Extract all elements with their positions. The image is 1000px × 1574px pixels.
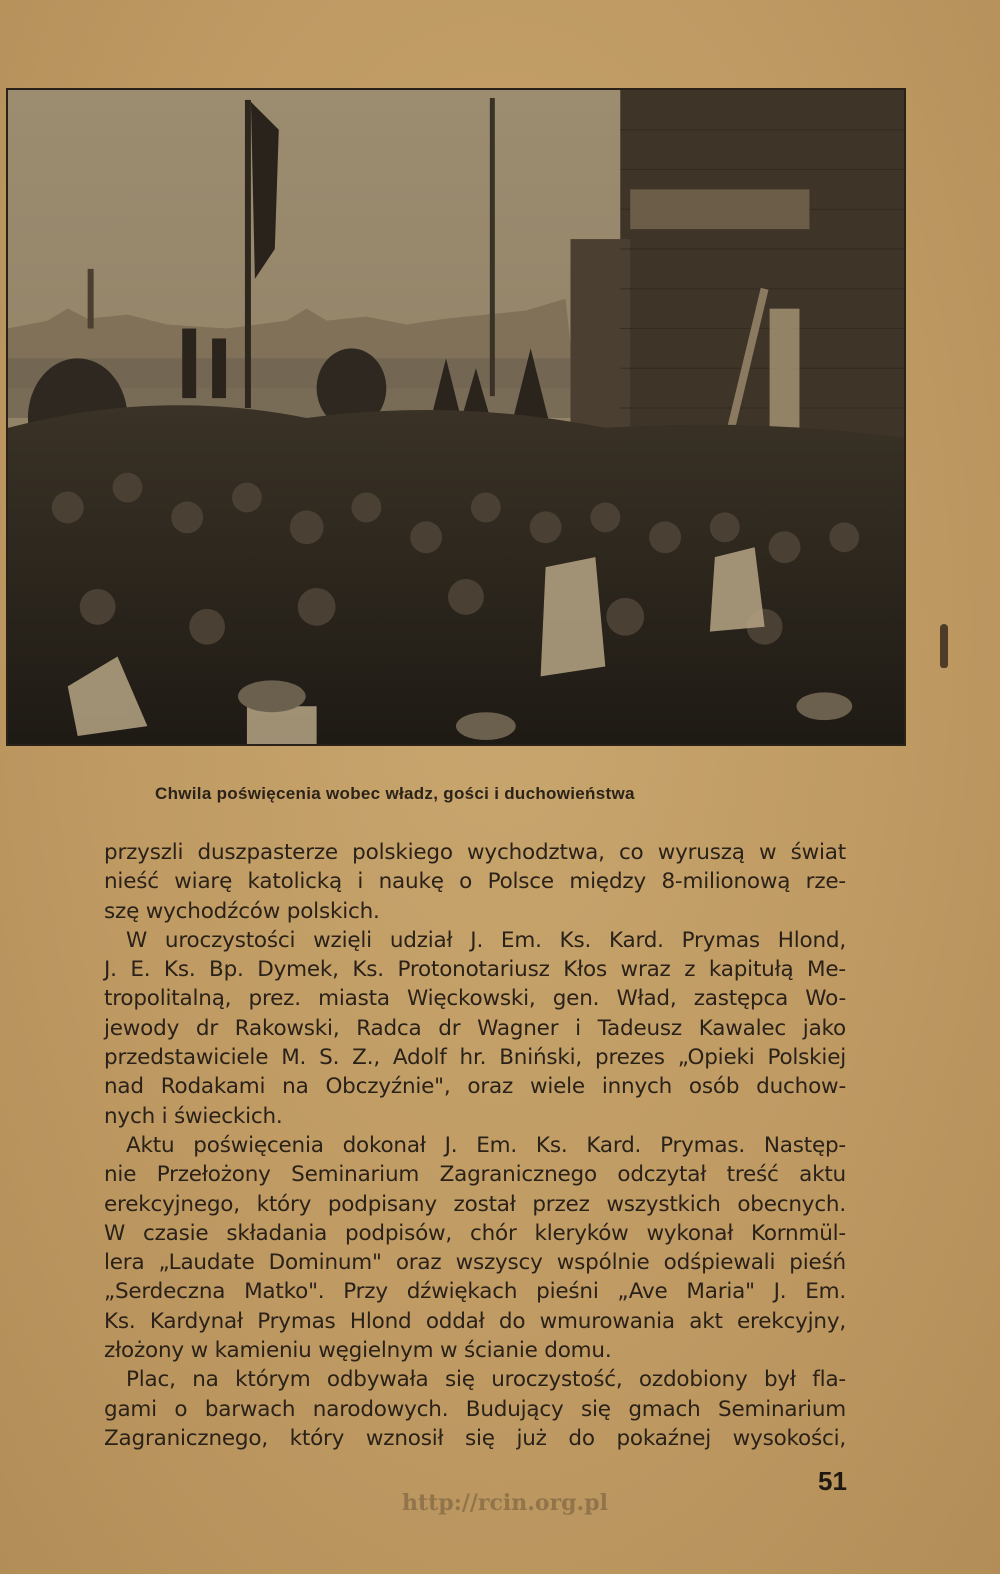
body-line: złożony w kamieniu węgielnym w ścianie domu.: [104, 1338, 612, 1364]
ceremony-photo-illustration: [8, 90, 904, 744]
body-line: W czasie składania podpisów, chór kleryków wykonał Kornmül-: [104, 1220, 846, 1246]
body-line: przedstawiciele M. S. Z., Adolf hr. Bniński, prezes „Opieki Polskiej: [104, 1045, 846, 1071]
page-number: 51: [818, 1466, 847, 1496]
body-line: jewody dr Rakowski, Radca dr Wagner i Tadeusz Kawalec jako: [104, 1015, 846, 1041]
body-line: „Serdeczna Matko". Przy dźwiękach pieśni „Ave Maria" J. Em.: [104, 1279, 846, 1305]
body-line: przyszli duszpasterze polskiego wychodztwa, co wyruszą w świat: [104, 840, 846, 865]
body-line: erekcyjnego, który podpisany został przez wszystkich obecnych.: [104, 1191, 846, 1217]
body-line: Aktu poświęcenia dokonał J. Em. Ks. Kard. Prymas. Następ-: [126, 1132, 846, 1158]
article-body: [104, 838, 846, 1453]
body-line: nie Przełożony Seminarium Zagranicznego odczytał treść aktu: [104, 1162, 846, 1188]
body-line: Ks. Kardynał Prymas Hlond oddał do wmurowania akt erekcyjny,: [104, 1308, 846, 1334]
body-line: Zagranicznego, który wznosił się już do pokaźnej wysokości,: [104, 1425, 846, 1451]
body-line: tropolitalną, prez. miasta Więckowski, gen. Wład, zastępca Wo-: [104, 986, 846, 1012]
photo-caption: Chwila poświęcenia wobec władz, gości i duchowieństwa: [155, 784, 635, 803]
body-line: nad Rodakami na Obczyźnie", oraz wiele innych osób duchow-: [104, 1074, 846, 1100]
body-line: nych i świeckich.: [104, 1103, 283, 1129]
body-line: lera „Laudate Dominum" oraz wszyscy wspólnie odśpiewali pieśń: [104, 1250, 846, 1276]
body-line: gami o barwach narodowych. Budujący się gmach Seminarium: [104, 1396, 846, 1422]
page-edge-ink-mark: [940, 624, 948, 668]
body-line: J. E. Ks. Bp. Dymek, Ks. Protonotariusz Kłos wraz z kapitułą Me-: [104, 957, 846, 983]
body-line: szę wychodźców polskich.: [104, 898, 380, 924]
body-line: nieść wiarę katolicką i naukę o Polsce między 8-milionową rze-: [104, 869, 846, 895]
source-watermark: http://rcin.org.pl: [402, 1490, 608, 1516]
body-line: Plac, na którym odbywała się uroczystość, ozdobiony był fla-: [126, 1367, 846, 1393]
body-line: W uroczystości wzięli udział J. Em. Ks. Kard. Prymas Hlond,: [126, 927, 846, 953]
ceremony-photo: [6, 88, 906, 746]
